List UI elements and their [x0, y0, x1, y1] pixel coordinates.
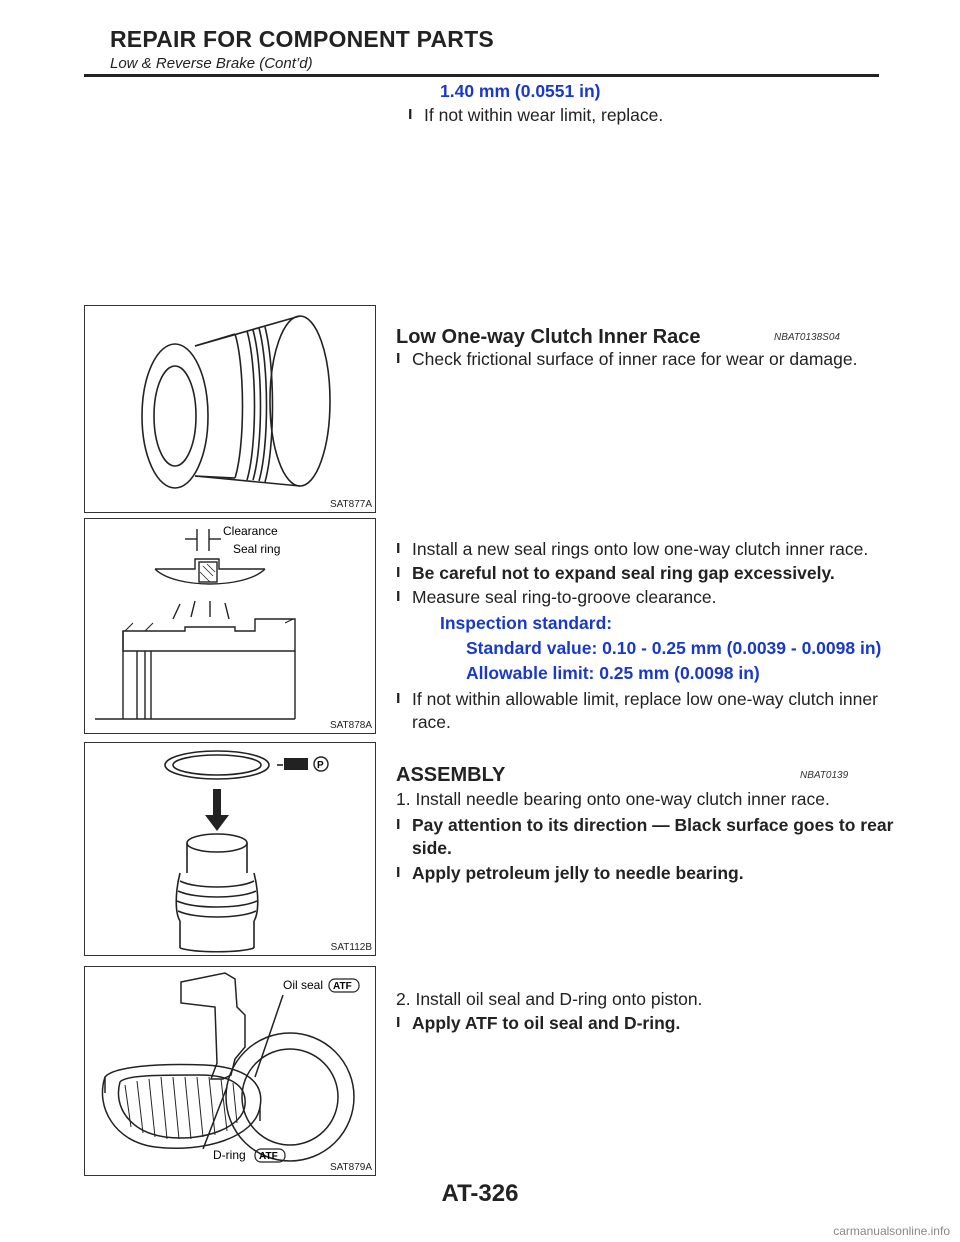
seal-ring-final-bullet-cont: race.: [412, 712, 451, 732]
step-2-bullet: l Apply ATF to oil seal and D-ring.: [396, 1012, 680, 1035]
figure-needle-bearing: [84, 742, 376, 956]
allowable-limit: Allowable limit: 0.25 mm (0.0098 in): [466, 663, 760, 683]
assembly-code: NBAT0139: [800, 770, 849, 781]
figure-inner-race: [84, 305, 376, 513]
step-2-text: 2. Install oil seal and D-ring onto piston.: [396, 989, 703, 1009]
assembly-bullet-1-cont: side.: [412, 838, 452, 858]
watermark: carmanualsonline.info: [833, 1224, 950, 1238]
inner-race-code: NBAT0138S04: [774, 332, 840, 343]
inner-race-heading: Low One-way Clutch Inner Race: [396, 326, 701, 348]
assembly-heading: ASSEMBLY: [396, 764, 506, 786]
figure-label: SAT879A: [329, 1162, 372, 1173]
wear-limit-value: 1.40 mm (0.0551 in): [440, 81, 601, 101]
clearance-label: Clearance: [223, 524, 278, 538]
page-header-subtitle: Low & Reverse Brake (Cont’d): [110, 55, 313, 72]
oil-seal-label: Oil seal: [283, 978, 324, 992]
figure-label: SAT877A: [329, 499, 372, 510]
seal-ring-bullet-1: l Install a new seal rings onto low one-way clutch inner race.: [396, 538, 868, 561]
figure-seal-ring: [84, 518, 376, 734]
seal-ring-illustration: [85, 519, 375, 733]
assembly-bullet-2: l Apply petroleum jelly to needle bearing.: [396, 862, 744, 885]
seal-ring-label: Seal ring: [233, 542, 281, 556]
inner-race-illustration: [85, 306, 375, 512]
inner-race-bullet: l Check frictional surface of inner race for wear or damage.: [396, 348, 857, 371]
assembly-step-1: 1. Install needle bearing onto one-way clutch inner race.: [396, 789, 830, 809]
figure-label: SAT878A: [329, 720, 372, 731]
seal-ring-final-bullet: l If not within allowable limit, replace low one-way clutch inner: [396, 688, 878, 711]
petroleum-jelly-symbol: P: [317, 760, 324, 771]
atf-symbol-bottom: ATF: [259, 1151, 278, 1162]
inspection-standard-label: Inspection standard:: [440, 613, 613, 633]
header-divider: [84, 74, 879, 77]
oil-seal-illustration: [85, 967, 375, 1175]
wear-limit-bullet: l If not within wear limit, replace.: [408, 104, 663, 127]
atf-symbol-top: ATF: [333, 981, 352, 992]
figure-oil-seal: [84, 966, 376, 1176]
needle-bearing-illustration: [85, 743, 375, 955]
page-number: AT-326: [441, 1180, 519, 1207]
d-ring-label: D-ring: [213, 1148, 246, 1162]
figure-label: SAT112B: [330, 942, 372, 953]
page-header-title: REPAIR FOR COMPONENT PARTS: [110, 26, 494, 52]
assembly-bullet-1: l Pay attention to its direction — Black surface goes to rear: [396, 814, 893, 837]
seal-ring-bullet-2: l Be careful not to expand seal ring gap excessively.: [396, 562, 835, 585]
seal-ring-bullet-3: l Measure seal ring-to-groove clearance.: [396, 586, 716, 609]
standard-value: Standard value: 0.10 - 0.25 mm (0.0039 - 0.0098 in): [466, 638, 882, 658]
